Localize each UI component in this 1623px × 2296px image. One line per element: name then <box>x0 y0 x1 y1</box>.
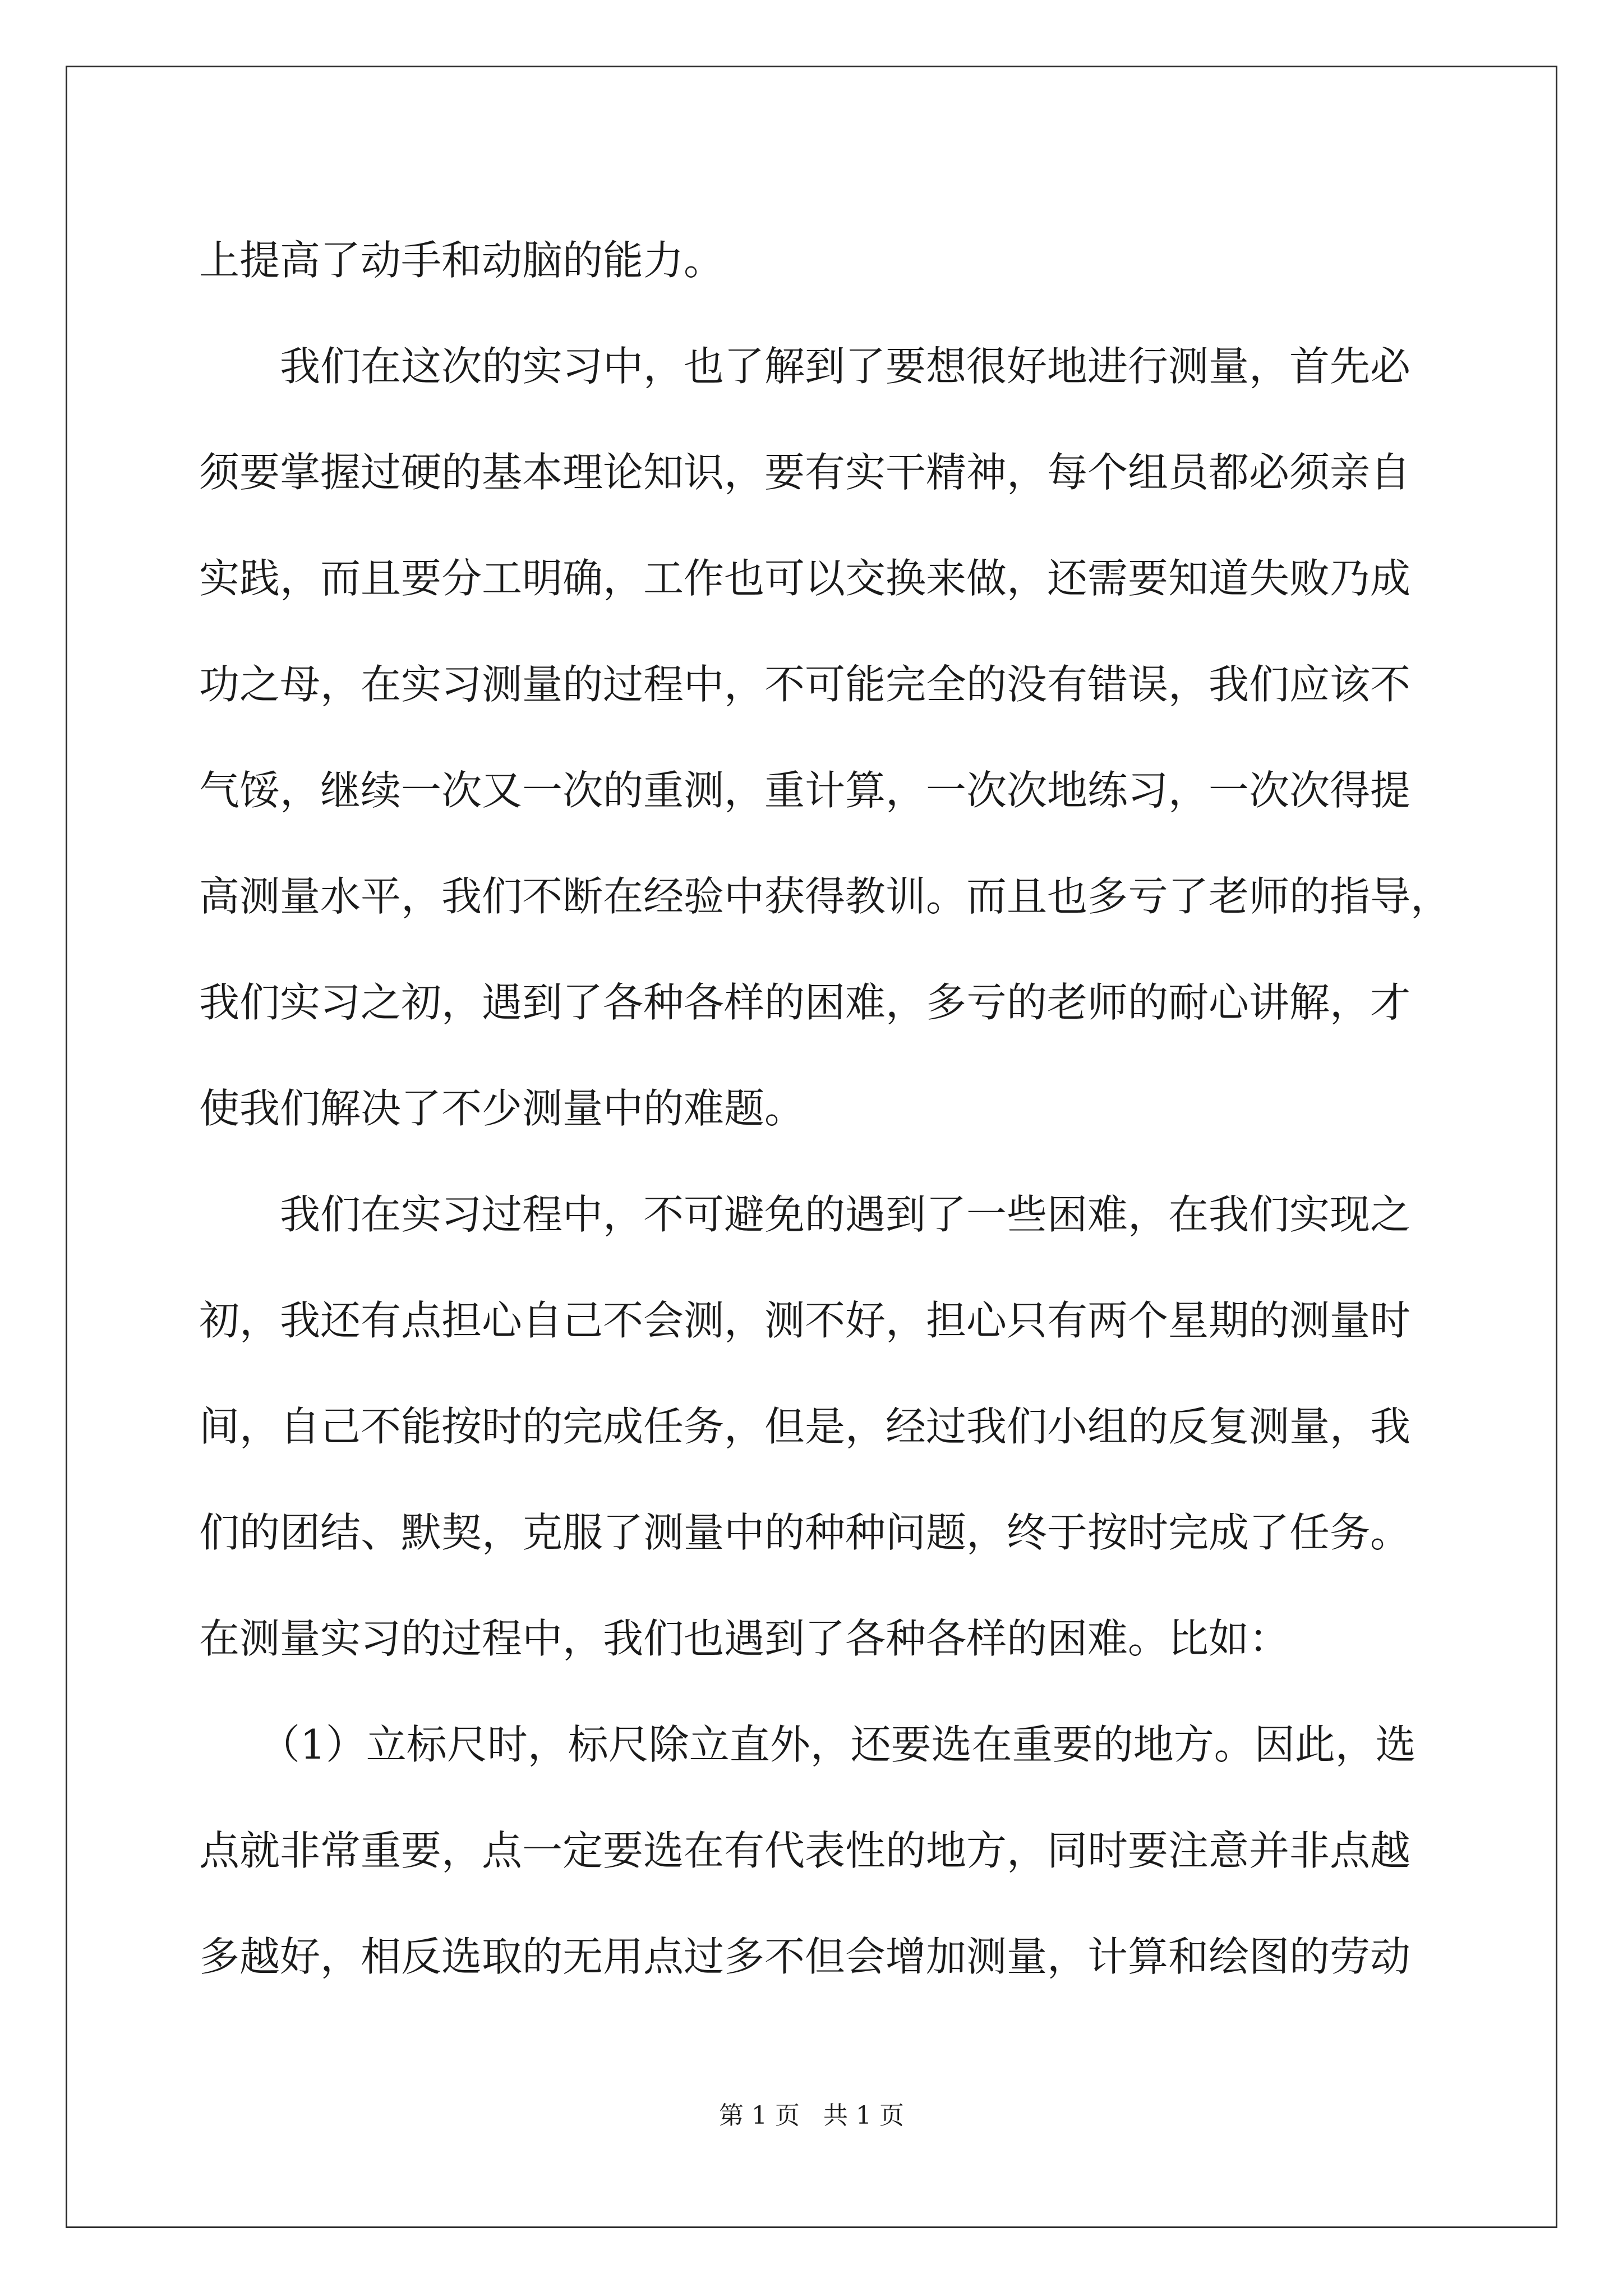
text-line: 多越好，相反选取的无用点过多不但会增加测量，计算和绘图的劳动 <box>199 1933 1411 1980</box>
text-line: 功之母，在实习测量的过程中，不可能完全的没有错误，我们应该不 <box>199 661 1411 708</box>
text-line: 上提高了动手和动脑的能力。 <box>199 237 725 284</box>
text-line: 我们实习之初，遇到了各种各样的困难，多亏的老师的耐心讲解，才 <box>199 979 1411 1026</box>
text-line: 实践，而且要分工明确，工作也可以交换来做，还需要知道失败乃成 <box>199 555 1411 602</box>
text-line: 使我们解决了不少测量中的难题。 <box>199 1085 805 1132</box>
text-line: 我们在这次的实习中，也了解到了要想很好地进行测量，首先必 <box>280 343 1411 390</box>
text-line: （1）立标尺时，标尺除立直外，还要选在重要的地方。因此，选 <box>260 1721 1416 1768</box>
text-line: 点就非常重要，点一定要选在有代表性的地方，同时要注意并非点越 <box>199 1827 1411 1874</box>
text-line: 须要掌握过硬的基本理论知识，要有实干精神，每个组员都必须亲自 <box>199 449 1411 496</box>
text-line: 高测量水平，我们不断在经验中获得教训。而且也多亏了老师的指导， <box>199 873 1451 920</box>
text-line: 在测量实习的过程中，我们也遇到了各种各样的困难。比如： <box>199 1615 1290 1662</box>
text-line: 气馁，继续一次又一次的重测，重计算，一次次地练习，一次次得提 <box>199 767 1411 814</box>
text-line: 我们在实习过程中，不可避免的遇到了一些困难，在我们实现之 <box>280 1191 1411 1238</box>
document-body <box>199 208 1467 2010</box>
page-footer: 第 1 页 共 1 页 <box>719 2101 904 2130</box>
text-line: 们的团结、默契，克服了测量中的种种问题，终于按时完成了任务。 <box>199 1509 1411 1556</box>
text-line: 初，我还有点担心自己不会测，测不好，担心只有两个星期的测量时 <box>199 1297 1411 1344</box>
text-line: 间，自己不能按时的完成任务，但是，经过我们小组的反复测量，我 <box>199 1403 1411 1450</box>
